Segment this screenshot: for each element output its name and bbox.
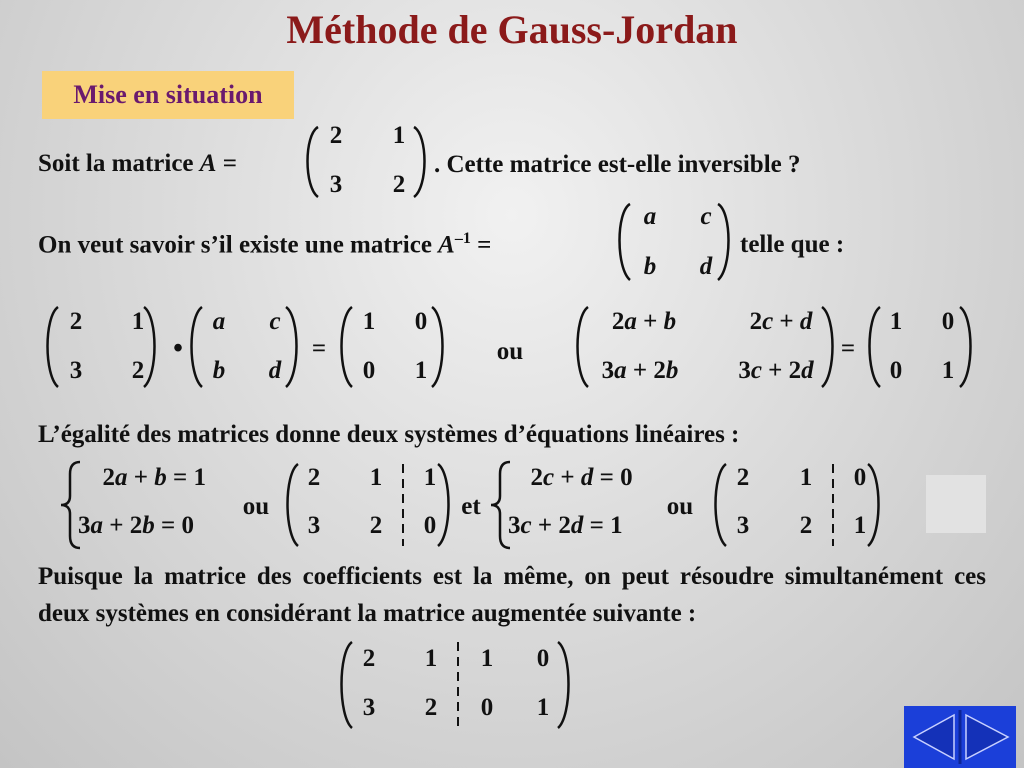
line1-text bbox=[38, 150, 237, 178]
eq-var-cell: b bbox=[212, 357, 226, 384]
eq-var-cell: c bbox=[269, 308, 281, 335]
aug-final-cell: 1 bbox=[424, 645, 438, 672]
aug2-cell: 1 bbox=[853, 512, 867, 539]
eq-product-cell: 2c + d bbox=[749, 308, 813, 335]
aug-final-cell: 2 bbox=[424, 694, 438, 721]
matrix-a-cell: 2 bbox=[392, 171, 406, 198]
eq-identity2-cell: 1 bbox=[889, 308, 903, 335]
slide-navigation bbox=[904, 706, 1016, 768]
eq-var-cell: a bbox=[212, 308, 226, 335]
eq-left-cell: 2 bbox=[131, 357, 145, 384]
eq-left-cell: 2 bbox=[69, 308, 83, 335]
systems-et: et bbox=[461, 493, 481, 520]
aug2-cell: 1 bbox=[799, 464, 813, 491]
line2-trail: telle que : bbox=[740, 231, 845, 258]
eq-identity2-cell: 0 bbox=[889, 357, 903, 384]
aug2-cell: 2 bbox=[799, 512, 813, 539]
line2-var: A bbox=[438, 231, 455, 259]
eq-product-cell: 3c + 2d bbox=[738, 357, 814, 384]
eq-equals: = bbox=[311, 335, 327, 362]
eq-identity-cell: 1 bbox=[362, 308, 376, 335]
matrix-inv-cell: c bbox=[700, 203, 712, 230]
aug-final-cell: 2 bbox=[362, 645, 376, 672]
aug-final-cell: 1 bbox=[480, 645, 494, 672]
line1-var: A bbox=[199, 150, 217, 177]
eq-equals-2: = bbox=[840, 335, 856, 362]
aug2-cell: 3 bbox=[736, 512, 750, 539]
eq-identity-cell: 0 bbox=[362, 357, 376, 384]
aug1-cell: 1 bbox=[369, 464, 383, 491]
system2-eq1: 2c + d = 0 bbox=[518, 464, 633, 491]
aug1-cell: 2 bbox=[307, 464, 321, 491]
system1-ou: ou bbox=[242, 493, 270, 520]
eq-identity2-cell: 0 bbox=[941, 308, 955, 335]
previous-arrow-icon[interactable] bbox=[905, 707, 959, 767]
nav-arrows bbox=[904, 706, 1016, 768]
line1-lead: Soit la matrice bbox=[38, 150, 200, 177]
line2-text bbox=[38, 230, 491, 259]
line2-lead: On veut savoir s’il existe une matrice bbox=[38, 231, 439, 259]
eq-ou: ou bbox=[496, 338, 524, 365]
decorative-square bbox=[926, 475, 986, 533]
system2-eq2: 3c + 2d = 1 bbox=[508, 512, 623, 539]
system1-eq2: 3a + 2b = 0 bbox=[78, 512, 194, 539]
section-badge: Mise en situation bbox=[42, 71, 294, 119]
matrix-a-cell: 3 bbox=[329, 171, 343, 198]
matrix-inv-cell: a bbox=[643, 203, 657, 230]
aug1-cell: 0 bbox=[423, 512, 437, 539]
eq-dot: • bbox=[173, 333, 183, 364]
aug2-cell: 0 bbox=[853, 464, 867, 491]
matrix-a-cell: 1 bbox=[392, 122, 406, 149]
line2-eq: = bbox=[470, 231, 492, 259]
eq-product-cell: 3a + 2b bbox=[601, 357, 679, 384]
aug-final-cell: 1 bbox=[536, 694, 550, 721]
next-arrow-icon[interactable] bbox=[961, 707, 1015, 767]
eq-identity-cell: 0 bbox=[414, 308, 428, 335]
line2-sup: –1 bbox=[454, 230, 471, 247]
systems-intro: L’égalité des matrices donne deux systèmes d’équations linéaires : bbox=[38, 421, 740, 448]
aug2-cell: 2 bbox=[736, 464, 750, 491]
conclusion-text: Puisque la matrice des coefficients est la même, on peut résoudre simultanément ces deux systèmes en considérant la matrice augmentée suivante : bbox=[38, 563, 986, 627]
matrix-a-cell: 2 bbox=[329, 122, 343, 149]
matrix-inv-cell: d bbox=[699, 253, 713, 280]
eq-identity2-cell: 1 bbox=[941, 357, 955, 384]
eq-left-cell: 3 bbox=[69, 357, 83, 384]
eq-left-cell: 1 bbox=[131, 308, 145, 335]
system1-eq1: 2a + b = 1 bbox=[90, 464, 206, 491]
aug-final-cell: 0 bbox=[480, 694, 494, 721]
aug1-cell: 3 bbox=[307, 512, 321, 539]
aug1-cell: 1 bbox=[423, 464, 437, 491]
aug1-cell: 2 bbox=[369, 512, 383, 539]
eq-identity-cell: 1 bbox=[414, 357, 428, 384]
line1-question: . Cette matrice est-elle inversible ? bbox=[434, 151, 801, 178]
aug-final-cell: 3 bbox=[362, 694, 376, 721]
system2-ou: ou bbox=[666, 493, 694, 520]
matrix-inv-cell: b bbox=[643, 253, 657, 280]
line1-eq: = bbox=[216, 150, 237, 177]
slide-title: Méthode de Gauss-Jordan bbox=[286, 7, 738, 52]
aug-final-cell: 0 bbox=[536, 645, 550, 672]
eq-product-cell: 2a + b bbox=[611, 308, 677, 335]
eq-var-cell: d bbox=[268, 357, 282, 384]
